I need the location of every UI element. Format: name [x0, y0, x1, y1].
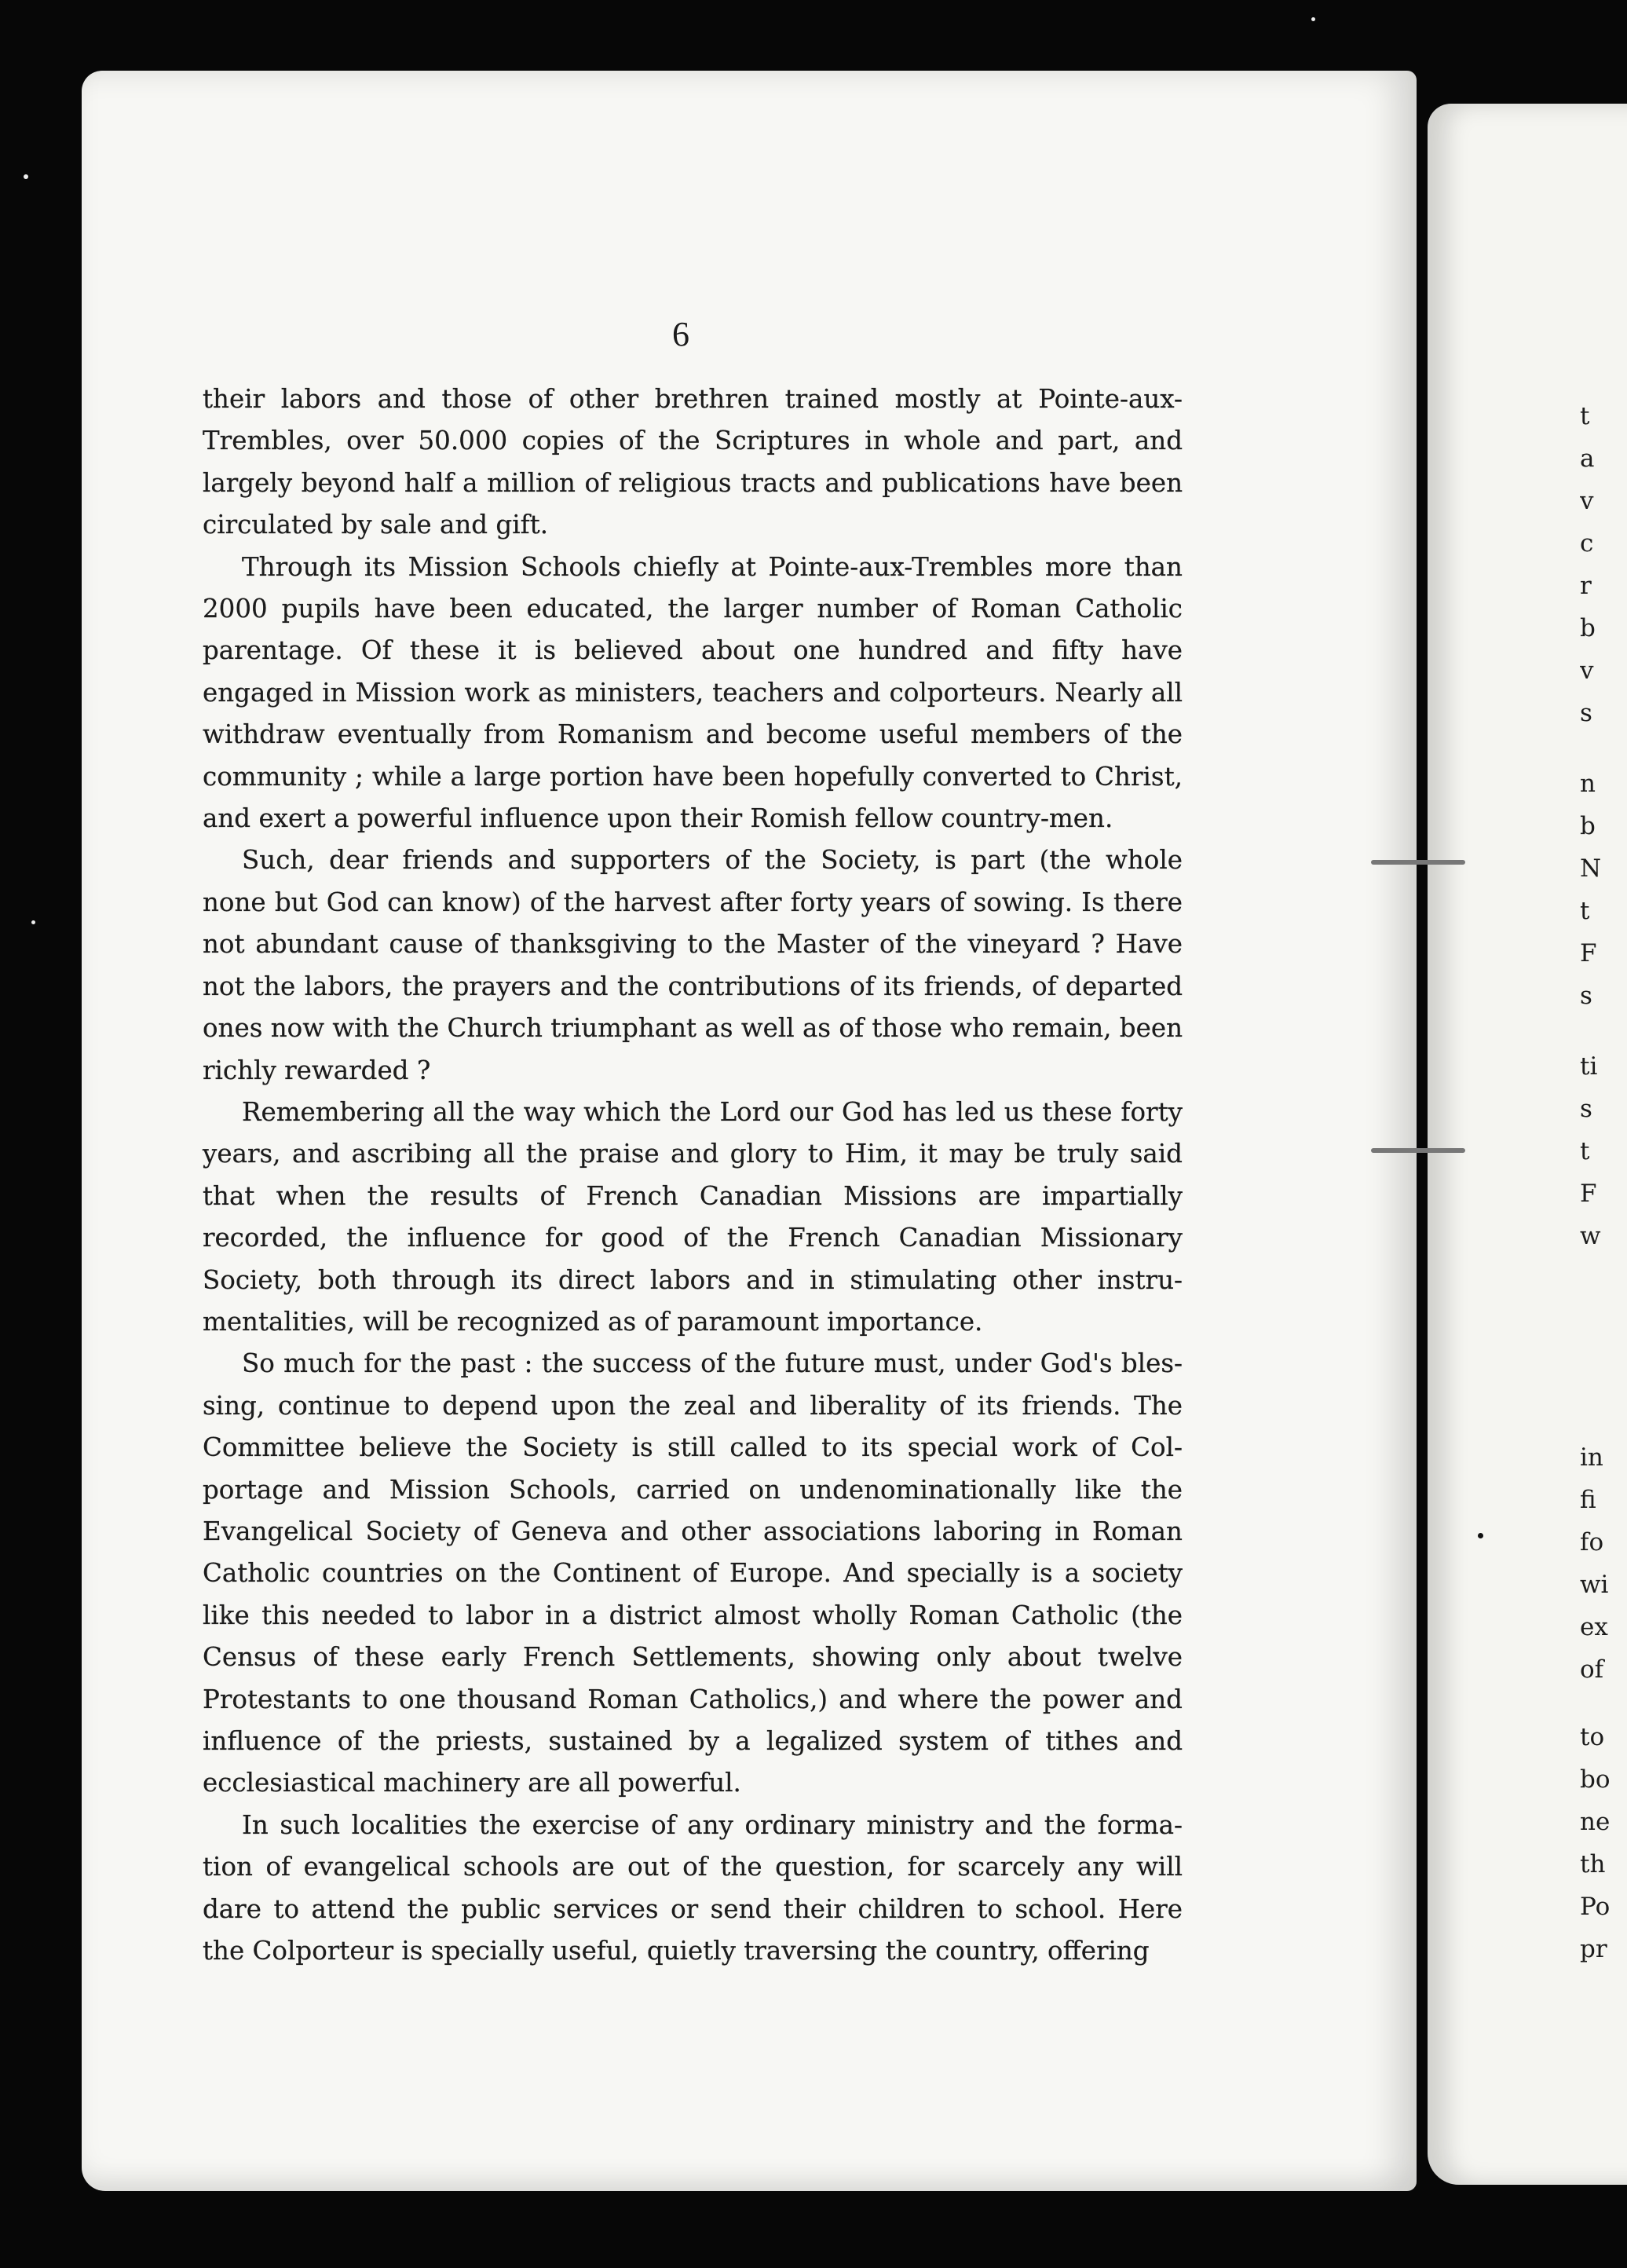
- adjacent-line-fragment: ti: [1580, 1052, 1598, 1081]
- adjacent-line-fragment: s: [1580, 699, 1592, 727]
- adjacent-page-text: [1580, 379, 1627, 2106]
- adjacent-line-fragment: t: [1580, 897, 1590, 925]
- adjacent-line-fragment: v: [1580, 657, 1594, 685]
- adjacent-line-fragment: ne: [1580, 1808, 1611, 1836]
- adjacent-line-fragment: n: [1580, 770, 1596, 798]
- adjacent-line-fragment: s: [1580, 1095, 1592, 1123]
- paragraph: Remembering all the way which the Lord our God has led us these forty years, and ascribing all the praise and glory to Him, it may be truly said that when the results of French Canadian Missions are impartially recorded, the influence for good of the French Canadian Missionary Society, both through its direct labors and in stimulating other instru-mentalities, will be recognized as of paramount importance.: [203, 1096, 1183, 1337]
- adjacent-line-fragment: fi: [1580, 1486, 1596, 1514]
- adjacent-line-fragment: t: [1580, 402, 1590, 430]
- adjacent-line-fragment: to: [1580, 1723, 1605, 1751]
- adjacent-line-fragment: b: [1580, 812, 1596, 840]
- adjacent-line-fragment: wi: [1580, 1571, 1609, 1599]
- adjacent-line-fragment: of: [1580, 1655, 1604, 1684]
- paragraph: In such localities the exercise of any ordinary ministry and the forma-tion of evangelical schools are out of the question, for scarcely any will dare to attend the public services or send their children to school. Here the Colporteur is specially useful, quietly traversing the country, offering: [203, 1809, 1183, 1966]
- adjacent-line-fragment: F: [1580, 1180, 1597, 1208]
- dust-speck: [1478, 1533, 1483, 1538]
- dust-speck: [24, 174, 28, 179]
- adjacent-line-fragment: bo: [1580, 1765, 1611, 1794]
- dust-speck: [31, 920, 35, 924]
- binding-staple: [1371, 1148, 1465, 1153]
- adjacent-line-fragment: N: [1580, 854, 1602, 883]
- paragraph: Through its Mission Schools chiefly at Pointe-aux-Trembles more than 2000 pupils have been educated, the larger number of Roman Catholic parentage. Of these it is believed about one hundred and fifty have engaged in Mission work as ministers, teachers and colporteurs. Nearly all withdraw eventually from Romanism and become useful members of the community ; while a large portion have been hopefully converted to Christ, and exert a powerful influence upon their Romish fellow country-men.: [203, 551, 1183, 834]
- page-body: [203, 379, 1183, 1972]
- adjacent-line-fragment: t: [1580, 1137, 1590, 1165]
- adjacent-line-fragment: fo: [1580, 1528, 1604, 1557]
- adjacent-line-fragment: r: [1580, 572, 1592, 600]
- page-number: 6: [672, 315, 689, 353]
- adjacent-line-fragment: ex: [1580, 1613, 1608, 1641]
- paragraph: So much for the past : the success of the future must, under God's bles-sing, continue to depend upon the zeal and liberality of its friends. The Committee believe the Society is still called to its special work of Col-portage and Mission Schools, carried on undenominationally like the Evangelical Society of Geneva and other associations laboring in Roman Catholic countries on the Continent of Europe. And specially is a society like this needed to labor in a district almost wholly Roman Catholic (the Census of these early French Settlements, showing only about twelve Protestants to one thousand Roman Catholics,) and where the power and influence of the priests, sustained by a legalized system of tithes and ecclesiastical machinery are all powerful.: [203, 1348, 1183, 1798]
- adjacent-line-fragment: F: [1580, 939, 1597, 968]
- adjacent-line-fragment: Po: [1580, 1893, 1611, 1921]
- adjacent-line-fragment: a: [1580, 444, 1595, 473]
- adjacent-line-fragment: w: [1580, 1222, 1601, 1250]
- adjacent-line-fragment: b: [1580, 614, 1596, 642]
- binding-staple: [1371, 860, 1465, 865]
- paragraph: Such, dear friends and supporters of the Society, is part (the whole none but God can know) of the harvest after forty years of sowing. Is there not abundant cause of thanksgiving to the Master of the vineyard ? Have not the labors, the prayers and the contributions of its friends, of departed ones now with the Church triumphant as well as of those who remain, been richly rewarded ?: [203, 845, 1183, 1085]
- adjacent-line-fragment: pr: [1580, 1935, 1607, 1963]
- adjacent-line-fragment: in: [1580, 1443, 1603, 1472]
- adjacent-line-fragment: th: [1580, 1850, 1606, 1878]
- paragraph: their labors and those of other brethren trained mostly at Pointe-aux-Trembles, over 50.000 copies of the Scriptures in whole and part, and largely beyond half a million of religious tracts and publications have been circulated by sale and gift.: [203, 384, 1183, 540]
- adjacent-line-fragment: s: [1580, 982, 1592, 1010]
- adjacent-line-fragment: v: [1580, 487, 1594, 515]
- dust-speck: [1311, 17, 1315, 21]
- adjacent-line-fragment: c: [1580, 529, 1594, 558]
